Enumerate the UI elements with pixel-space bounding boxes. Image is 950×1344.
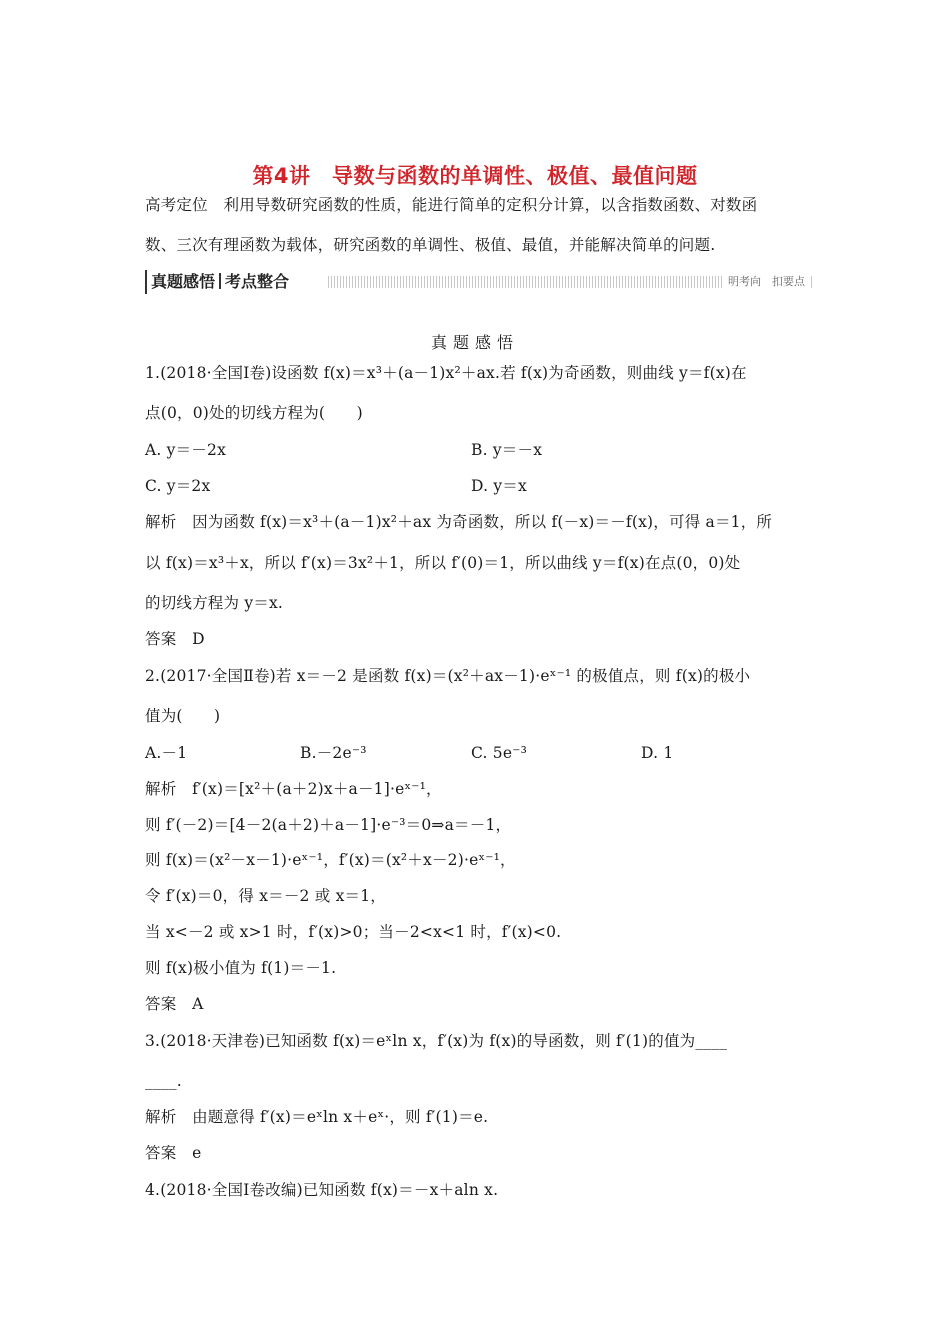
- q1-solution-line-2: 以 f(x)＝x³＋x，所以 f′(x)＝3x²＋1，所以 f′(0)＝1，所以曲线 y＝f(x)在点(0，0)处: [145, 554, 741, 572]
- banner-tag-kaodian: 考点整合: [225, 272, 290, 291]
- q4-stem-line-1: 4.(2018·全国Ⅰ卷改编)已知函数 f(x)＝－x＋aln x.: [145, 1181, 499, 1199]
- q2-solution-line-3: 则 f(x)＝(x²－x－1)·eˣ⁻¹，f′(x)＝(x²＋x－2)·eˣ⁻¹，: [145, 851, 516, 869]
- section-banner: [145, 270, 813, 294]
- q3-stem-line-1: 3.(2018·天津卷)已知函数 f(x)＝eˣln x，f′(x)为 f(x)的导函数，则 f′(1)的值为____: [145, 1032, 728, 1050]
- q1-stem-line-2: 点(0，0)处的切线方程为( ): [145, 404, 363, 422]
- banner-subtitle: 明考向 扣要点: [722, 270, 811, 294]
- q1-stem-line-1: 1.(2018·全国Ⅰ卷)设函数 f(x)＝x³＋(a－1)x²＋ax.若 f(x)为奇函数，则曲线 y＝f(x)在: [145, 364, 747, 382]
- q1-option-a: A. y＝－2x: [145, 441, 227, 459]
- q1-option-d: D. y＝x: [471, 477, 527, 495]
- q3-solution-line-1: 解析 由题意得 f′(x)＝eˣln x＋eˣ·，则 f′(1)＝e.: [145, 1108, 489, 1126]
- q3-stem-line-2: ____.: [145, 1072, 182, 1090]
- q2-answer: 答案 A: [145, 995, 204, 1013]
- q2-option-c: C. 5e⁻³: [471, 744, 527, 762]
- banner-tag-zhenti: 真题感悟: [151, 272, 216, 291]
- q2-option-d: D. 1: [641, 744, 674, 762]
- q1-solution-line-1: 解析 因为函数 f(x)＝x³＋(a－1)x²＋ax 为奇函数，所以 f(－x)＝－f(x)，可得 a＝1，所: [145, 513, 773, 531]
- q2-solution-line-6: 则 f(x)极小值为 f(1)＝－1.: [145, 959, 337, 977]
- q2-solution-line-5: 当 x<－2 或 x>1 时，f′(x)>0；当－2<x<1 时，f′(x)<0.: [145, 923, 562, 941]
- q2-stem-line-1: 2.(2017·全国Ⅱ卷)若 x＝－2 是函数 f(x)＝(x²＋ax－1)·eˣ⁻¹ 的极值点，则 f(x)的极小: [145, 667, 751, 685]
- q2-solution-line-4: 令 f′(x)＝0，得 x＝－2 或 x＝1，: [145, 887, 386, 905]
- q2-solution-line-2: 则 f′(－2)＝[4－2(a＋2)＋a－1]·e⁻³＝0⇒a＝－1，: [145, 816, 512, 834]
- banner-tags: [145, 270, 325, 294]
- banner-divider: [219, 273, 221, 289]
- q3-answer: 答案 e: [145, 1144, 202, 1162]
- page-title: 第4讲 导数与函数的单调性、极值、最值问题: [252, 164, 698, 188]
- intro-line-2: 数、三次有理函数为载体，研究函数的单调性、极值、最值，并能解决简单的问题.: [145, 236, 716, 254]
- q2-option-a: A.－1: [145, 744, 188, 762]
- q2-solution-line-1: 解析 f′(x)＝[x²＋(a＋2)x＋a－1]·eˣ⁻¹，: [145, 780, 442, 798]
- intro-line-1: 高考定位 利用导数研究函数的性质，能进行简单的定积分计算，以含指数函数、对数函: [145, 196, 758, 214]
- section-heading: 真题感悟: [430, 333, 519, 352]
- q1-answer: 答案 D: [145, 630, 205, 648]
- q1-option-b: B. y＝－x: [471, 441, 543, 459]
- q1-option-c: C. y＝2x: [145, 477, 211, 495]
- q2-stem-line-2: 值为( ): [145, 707, 221, 725]
- q2-option-b: B.－2e⁻³: [300, 744, 367, 762]
- q1-solution-line-3: 的切线方程为 y＝x.: [145, 594, 284, 612]
